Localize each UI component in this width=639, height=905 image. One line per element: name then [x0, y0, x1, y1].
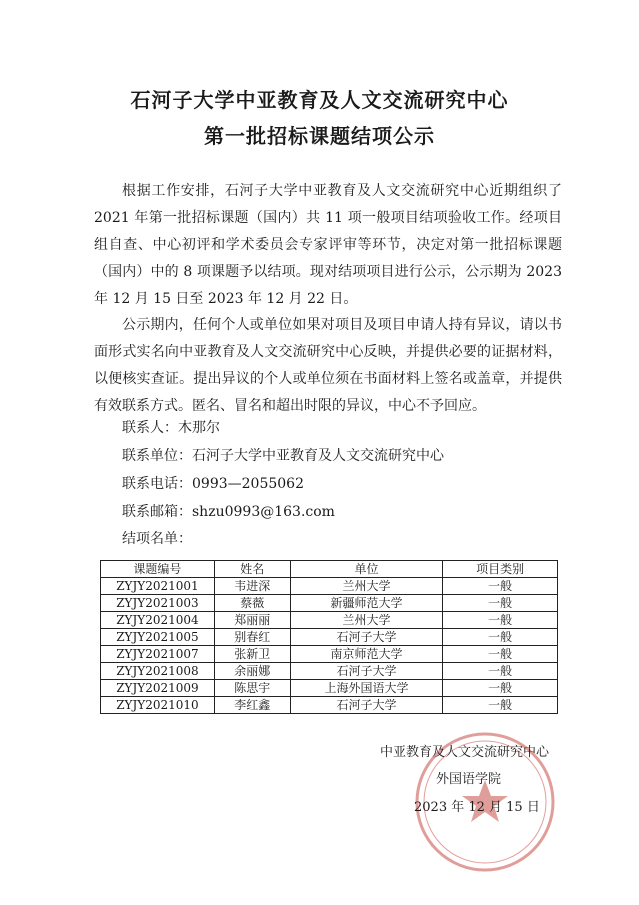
- cell-category: 一般: [443, 646, 558, 663]
- cell-name: 余丽娜: [214, 663, 290, 680]
- cell-project-id: ZYJY2021009: [101, 680, 215, 697]
- contact-person: 联系人：木那尔: [122, 420, 220, 436]
- cell-name: 别春红: [214, 629, 290, 646]
- cell-unit: 新疆师范大学: [290, 595, 443, 612]
- signature-college-name: 外国语学院: [436, 772, 502, 787]
- signature-center-name: 中亚教育及人文交流研究中心: [380, 745, 550, 760]
- cell-project-id: ZYJY2021005: [101, 629, 215, 646]
- header-name: 姓名: [214, 561, 290, 578]
- cell-unit: 石河子大学: [290, 663, 443, 680]
- header-unit: 单位: [290, 561, 443, 578]
- contact-unit: 联系单位：石河子大学中亚教育及人文交流研究中心: [122, 448, 444, 464]
- cell-unit: 兰州大学: [290, 578, 443, 595]
- table-row: [101, 663, 558, 680]
- result-list-title: 结项名单：: [122, 531, 192, 547]
- cell-project-id: ZYJY2021008: [101, 663, 215, 680]
- cell-unit: 兰州大学: [290, 612, 443, 629]
- cell-project-id: ZYJY2021003: [101, 595, 215, 612]
- cell-unit: 石河子大学: [290, 629, 443, 646]
- body-paragraph-1: 根据工作安排，石河子大学中亚教育及人文交流研究中心近期组织了 2021 年第一批招标课题（国内）共 11 项一般项目结项验收工作。经项目组自查、中心初评和学术委员会专家评审等环节，决定对第一批招标课题（国内）中的 8 项课题予以结项。现对结项项目进行公示，公示期为 2023 年 12 月 15 日至 2023 年 12 月 22 日。: [94, 183, 562, 307]
- signature-date: 2023 年 12 月 15 日: [414, 800, 540, 815]
- body-paragraph-2: 公示期内，任何个人或单位如果对项目及项目申请人持有异议，请以书面形式实名向中亚教育及人文交流研究中心反映，并提供必要的证据材料，以便核实查证。提出异议的个人或单位须在书面材料上签名或盖章，并提供有效联系方式。匿名、冒名和超出时限的异议，中心不予回应。: [94, 317, 562, 414]
- cell-name: 李红鑫: [214, 697, 290, 714]
- header-category: 项目类别: [443, 561, 558, 578]
- contact-email: 联系邮箱：shzu0993@163.com: [122, 504, 335, 520]
- cell-name: 张新卫: [214, 646, 290, 663]
- cell-category: 一般: [443, 663, 558, 680]
- table-row: [101, 578, 558, 595]
- table-header-row: [101, 561, 558, 578]
- cell-category: 一般: [443, 629, 558, 646]
- cell-project-id: ZYJY2021001: [101, 578, 215, 595]
- cell-project-id: ZYJY2021004: [101, 612, 215, 629]
- contact-phone: 联系电话：0993—2055062: [122, 476, 304, 492]
- cell-name: 陈思宇: [214, 680, 290, 697]
- result-table: [100, 560, 558, 714]
- cell-project-id: ZYJY2021007: [101, 646, 215, 663]
- cell-unit: 南京师范大学: [290, 646, 443, 663]
- table-row: [101, 612, 558, 629]
- cell-category: 一般: [443, 612, 558, 629]
- table-row: [101, 697, 558, 714]
- cell-name: 韦进深: [214, 578, 290, 595]
- cell-category: 一般: [443, 595, 558, 612]
- table-row: [101, 646, 558, 663]
- header-project-id: 课题编号: [101, 561, 215, 578]
- cell-category: 一般: [443, 578, 558, 595]
- cell-project-id: ZYJY2021010: [101, 697, 215, 714]
- cell-unit: 上海外国语大学: [290, 680, 443, 697]
- cell-name: 郑丽丽: [214, 612, 290, 629]
- cell-category: 一般: [443, 680, 558, 697]
- table-row: [101, 595, 558, 612]
- cell-category: 一般: [443, 697, 558, 714]
- document-title: 石河子大学中亚教育及人文交流研究中心: [130, 88, 509, 112]
- table-row: [101, 680, 558, 697]
- cell-name: 蔡薇: [214, 595, 290, 612]
- document-subtitle: 第一批招标课题结项公示: [204, 124, 435, 148]
- table-row: [101, 629, 558, 646]
- cell-unit: 石河子大学: [290, 697, 443, 714]
